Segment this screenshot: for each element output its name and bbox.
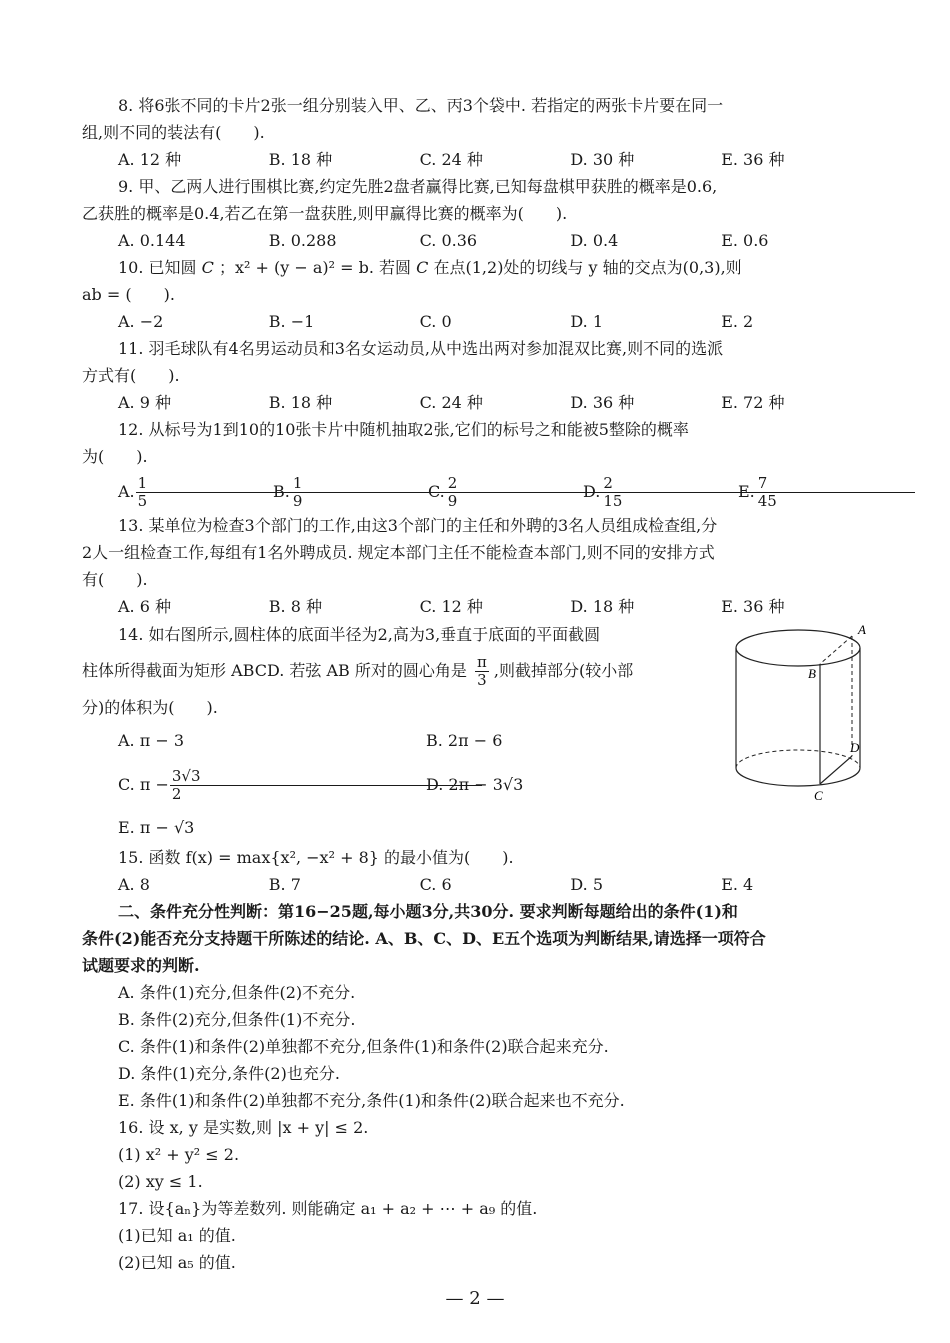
label-a: A <box>858 622 866 637</box>
q11-stem-line2: 方式有( ). <box>82 366 180 385</box>
section2-choice-d: D. 条件(1)充分,条件(2)也充分. <box>118 1064 340 1083</box>
q10-circle-c2: C <box>416 258 429 277</box>
q11-option-b: B. 18 种 <box>268 393 333 412</box>
q10-option-d: D. 1 <box>570 312 603 331</box>
exam-page <box>82 92 872 1276</box>
q10-stem-rest: 在点(1,2)处的切线与 y 轴的交点为(0,3),则 <box>433 258 742 277</box>
q11-option-d: D. 36 种 <box>570 393 635 412</box>
q13-stem-line2: 2人一组检查工作,每组有1名外聘成员. 规定本部门主任不能检查本部门,则不同的安排方式 <box>82 543 715 562</box>
q14-block <box>82 620 872 844</box>
q9-stem-line1: 9. 甲、乙两人进行围棋比赛,约定先胜2盘者赢得比赛,已知每盘棋甲获胜的概率是0.6, <box>118 177 718 196</box>
label-b: B <box>808 666 816 681</box>
q12-option-a-label: A. <box>118 482 135 501</box>
fraction-denominator: 3 <box>477 671 487 689</box>
q12-option-e-fraction <box>758 475 913 510</box>
q9-option-b: B. 0.288 <box>268 231 337 250</box>
q8-option-e: E. 36 种 <box>721 150 785 169</box>
q10-option-e: E. 2 <box>721 312 754 331</box>
q13-option-a: A. 6 种 <box>118 597 171 616</box>
q10-stem-line1 <box>82 254 872 281</box>
q15-option-d: D. 5 <box>570 875 603 894</box>
q14-option-b: B. 2π − 6 <box>426 731 503 750</box>
q8-option-d: D. 30 种 <box>570 150 635 169</box>
fraction-numerator: 7 <box>756 475 915 493</box>
q16-condition1: (1) x² + y² ≤ 2. <box>118 1145 240 1164</box>
fraction-numerator: 3√3 <box>170 768 482 786</box>
q12-option-d <box>583 472 738 512</box>
cylinder-top-ellipse <box>736 630 860 666</box>
fraction-denominator: 5 <box>137 491 148 510</box>
section2-choice-e: E. 条件(1)和条件(2)单独都不充分,条件(1)和条件(2)联合起来也不充分. <box>118 1091 625 1110</box>
label-d: D <box>850 740 860 755</box>
section2-heading-line2: 条件(2)能否充分支持题干所陈述的结论. A、B、C、D、E五个选项为判断结果,请选择一项符合 <box>82 929 766 948</box>
q9-option-e: E. 0.6 <box>721 231 769 250</box>
q8-option-c: C. 24 种 <box>419 150 483 169</box>
q12-options <box>82 472 872 512</box>
fraction-numerator: 2 <box>601 475 760 493</box>
fraction-denominator: 9 <box>292 491 303 510</box>
q8-option-b: B. 18 种 <box>268 150 333 169</box>
q15-option-b: B. 7 <box>268 875 301 894</box>
q12-option-b-label: B. <box>273 482 290 501</box>
fraction-numerator: 1 <box>136 475 295 493</box>
chord-cd <box>820 756 852 784</box>
q10-circle-c: C <box>201 258 214 277</box>
fraction-numerator: 2 <box>446 475 605 493</box>
q9-option-d: D. 0.4 <box>570 231 619 250</box>
q12-option-b-fraction <box>293 475 448 510</box>
q12-option-d-fraction <box>603 475 758 510</box>
q14-option-e: E. π − √3 <box>118 818 195 837</box>
fraction-numerator: 1 <box>291 475 450 493</box>
q11-option-c: C. 24 种 <box>419 393 483 412</box>
q14-stem-line2-b: ,则截掉部分(较小部 <box>493 661 634 680</box>
q10-option-b: B. −1 <box>268 312 315 331</box>
q12-option-e <box>738 472 893 512</box>
q15-stem: 15. 函数 f(x) = max{x², −x² + 8} 的最小值为( ). <box>118 848 514 867</box>
q15-option-a: A. 8 <box>118 875 150 894</box>
q12-option-c-label: C. <box>428 482 445 501</box>
page-number: — 2 — <box>445 1288 505 1309</box>
q11-stem-line1: 11. 羽毛球队有4名男运动员和3名女运动员,从中选出两对参加混双比赛,则不同的选派 <box>118 339 724 358</box>
q10-option-a: A. −2 <box>118 312 164 331</box>
q17-stem: 17. 设{aₙ}为等差数列. 则能确定 a₁ + a₂ + ⋯ + a₉ 的值. <box>118 1199 538 1218</box>
q13-stem-line3: 有( ). <box>82 570 148 589</box>
fraction-denominator: 9 <box>447 491 458 510</box>
fraction-denominator: 15 <box>603 491 623 510</box>
q10-stem-num: 10. 已知圆 <box>118 258 197 277</box>
q12-option-d-label: D. <box>583 482 601 501</box>
q14-stem-line2-a: 柱体所得截面为矩形 ABCD. 若弦 AB 所对的圆心角是 <box>82 661 467 680</box>
section2-heading-line1: 二、条件充分性判断：第16−25题,每小题3分,共30分. 要求判断每题给出的条件(1)和 <box>118 902 738 921</box>
q10-stem-mid: ；x² + (y − a)² = b. 若圆 <box>218 258 412 277</box>
q9-options <box>82 227 872 254</box>
q13-option-e: E. 36 种 <box>721 597 785 616</box>
q12-option-a <box>118 472 273 512</box>
q12-option-e-label: E. <box>738 482 755 501</box>
q14-options-row3 <box>82 812 872 844</box>
q9-option-a: A. 0.144 <box>118 231 186 250</box>
q12-stem-line1: 12. 从标号为1到10的10张卡片中随机抽取2张,它们的标号之和能被5整除的概率 <box>118 420 689 439</box>
q8-options <box>82 146 872 173</box>
q8-stem-line1: 8. 将6张不同的卡片2张一组分别装入甲、乙、丙3个袋中. 若指定的两张卡片要在同一 <box>118 96 724 115</box>
q12-stem-line2: 为( ). <box>82 447 148 466</box>
q14-option-d: D. 2π − 3√3 <box>426 775 524 794</box>
q14-option-c <box>118 758 426 812</box>
q15-option-c: C. 6 <box>419 875 452 894</box>
q9-option-c: C. 0.36 <box>419 231 478 250</box>
q15-options <box>82 871 872 898</box>
q13-option-b: B. 8 种 <box>268 597 322 616</box>
q12-option-c-fraction <box>448 475 603 510</box>
q14-stem-line1: 14. 如右图所示,圆柱体的底面半径为2,高为3,垂直于底面的平面截圆 <box>118 625 601 644</box>
cylinder-bottom-front <box>736 768 860 786</box>
q17-condition1: (1)已知 a₁ 的值. <box>118 1226 236 1245</box>
cylinder-figure <box>732 620 872 800</box>
fraction-numerator: π <box>476 653 487 671</box>
q16-stem: 16. 设 x, y 是实数,则 |x + y| ≤ 2. <box>118 1118 369 1137</box>
section2-choice-b: B. 条件(2)充分,但条件(1)不充分. <box>118 1010 356 1029</box>
q8-option-a: A. 12 种 <box>118 150 182 169</box>
q13-option-c: C. 12 种 <box>419 597 483 616</box>
q11-options <box>82 389 872 416</box>
q14-option-c-prefix: C. π − <box>118 775 169 794</box>
q13-option-d: D. 18 种 <box>570 597 635 616</box>
q14-option-a: A. π − 3 <box>118 731 184 750</box>
fraction-denominator: 2 <box>171 784 182 803</box>
q13-stem-line1: 13. 某单位为检查3个部门的工作,由这3个部门的主任和外聘的3名人员组成检查组,分 <box>118 516 718 535</box>
section2-choice-a: A. 条件(1)充分,但条件(2)不充分. <box>118 983 356 1002</box>
q8-stem-line2: 组,则不同的装法有( ). <box>82 123 265 142</box>
q16-condition2: (2) xy ≤ 1. <box>118 1172 203 1191</box>
q14-angle-fraction <box>475 654 489 689</box>
q10-option-c: C. 0 <box>419 312 452 331</box>
q9-stem-line2: 乙获胜的概率是0.4,若乙在第一盘获胜,则甲赢得比赛的概率为( ). <box>82 204 568 223</box>
section2-heading-line3: 试题要求的判断. <box>82 956 200 975</box>
q15-option-e: E. 4 <box>721 875 754 894</box>
section2-choice-c: C. 条件(1)和条件(2)单独都不充分,但条件(1)和条件(2)联合起来充分. <box>118 1037 609 1056</box>
q13-options <box>82 593 872 620</box>
q10-stem-line2: ab = ( ). <box>82 285 175 304</box>
q17-condition2: (2)已知 a₅ 的值. <box>118 1253 236 1272</box>
q10-options <box>82 308 872 335</box>
q12-option-b <box>273 472 428 512</box>
q11-option-a: A. 9 种 <box>118 393 171 412</box>
label-c: C <box>814 788 823 800</box>
chord-ab <box>820 636 852 664</box>
q12-option-c <box>428 472 583 512</box>
q14-stem-line3: 分)的体积为( ). <box>82 698 218 717</box>
q12-option-a-fraction <box>138 475 293 510</box>
fraction-denominator: 45 <box>757 491 777 510</box>
q11-option-e: E. 72 种 <box>721 393 785 412</box>
